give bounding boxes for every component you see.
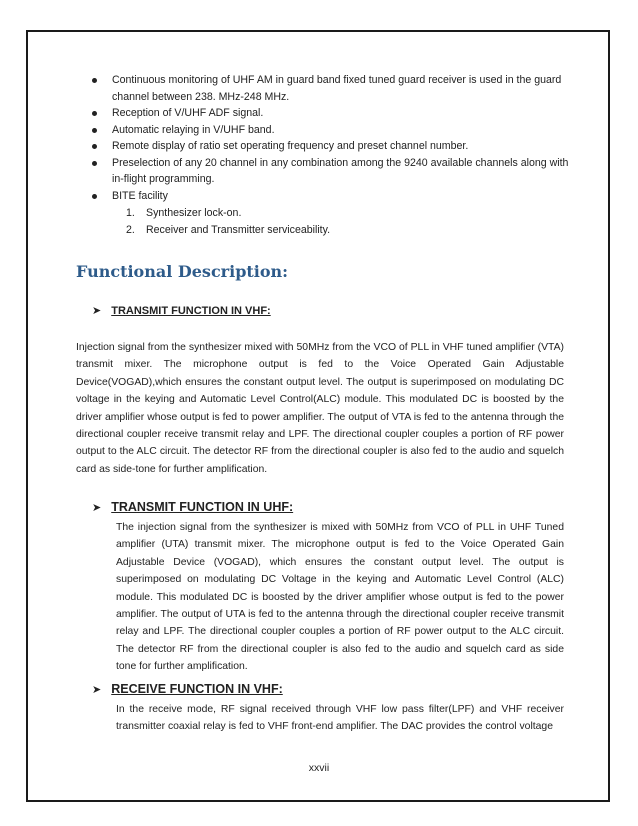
- list-item: Preselection of any 20 channel in any combination among the 9240 available channels along with in-flight programming.: [90, 155, 570, 188]
- bullet-dot-icon: [92, 111, 97, 116]
- bullet-dot-icon: [92, 144, 97, 149]
- list-item: BITE facility 1. Synthesizer lock-on. 2. Receiver and Transmitter serviceability.: [90, 188, 570, 239]
- bullet-dot-icon: [92, 128, 97, 133]
- arrow-right-icon: ➤: [92, 305, 102, 317]
- list-item: Remote display of ratio set operating frequency and preset channel number.: [90, 138, 570, 155]
- transmit-vhf-heading: ➤ TRANSMIT FUNCTION IN VHF:: [92, 305, 271, 317]
- list-item: Reception of V/UHF ADF signal.: [90, 105, 570, 122]
- list-item: Continuous monitoring of UHF AM in guard band fixed tuned guard receiver is used in the guard channel between 238. MHz-248 MHz.: [90, 72, 570, 105]
- receive-vhf-heading: ➤ RECEIVE FUNCTION IN VHF:: [92, 682, 283, 696]
- feature-list: [90, 72, 570, 238]
- bullet-dot-icon: [92, 194, 97, 199]
- sublist-item: 2. Receiver and Transmitter serviceability.: [126, 223, 331, 236]
- receive-vhf-paragraph: In the receive mode, RF signal received through VHF low pass filter(LPF) and VHF receiver transmitter coaxial relay is fed to VHF front-end amplifier. The DAC provides the control voltage: [116, 704, 564, 733]
- bullet-dot-icon: [92, 161, 97, 166]
- bullet-dot-icon: [92, 78, 97, 83]
- section-title: Functional Description:: [76, 262, 289, 281]
- transmit-uhf-heading: ➤ TRANSMIT FUNCTION IN UHF:: [92, 500, 294, 514]
- bite-sublist: [112, 205, 570, 238]
- list-item: Automatic relaying in V/UHF band.: [90, 122, 570, 139]
- arrow-right-icon: ➤: [92, 502, 102, 514]
- page-number: xxvii: [308, 762, 330, 774]
- transmit-vhf-paragraph: Injection signal from the synthesizer mixed with 50MHz from the VCO of PLL in VHF tuned amplifier (VTA) transmit mixer. The microphone output is fed to the Voice Operated Gain Adjustable Device(VOGAD),which ensures the constant output level. The output is superimposed on modulating DC voltage in the keying and Automatic Level Control(ALC) module. This modulated DC is boosted by the driver amplifier whose output is fed to power amplifier. The output of VTA is fed to the antenna through the directional coupler receive transmit relay and LPF. The directional coupler couples a portion of RF power output to the ALC circuit. The detector RF from the directional coupler is also fed to the audio and squelch card as side-tone for further amplification.: [76, 342, 564, 475]
- transmit-uhf-paragraph: The injection signal from the synthesizer is mixed with 50MHz from VCO of PLL in UHF Tuned amplifier (UTA) transmit mixer. The microphone output is fed to the Voice Operated Gain Adjustable Device (VOGAD), which ensures the constant output level. The output is superimposed on modulating DC Voltage in the keying and Automatic Level Control (ALC) module. This modulated DC is boosted by the driver amplifier whose output is fed to the power amplifier. The output of UTA is fed to the antenna through the directional coupler receive transmit relay and LPF. The directional coupler couples a portion of RF power output to the ALC circuit. The detector RF from the directional coupler is also fed to the audio and squelch card as side tone for further amplification.: [116, 522, 564, 673]
- arrow-right-icon: ➤: [92, 684, 102, 696]
- sublist-item: 1. Synthesizer lock-on.: [126, 207, 242, 219]
